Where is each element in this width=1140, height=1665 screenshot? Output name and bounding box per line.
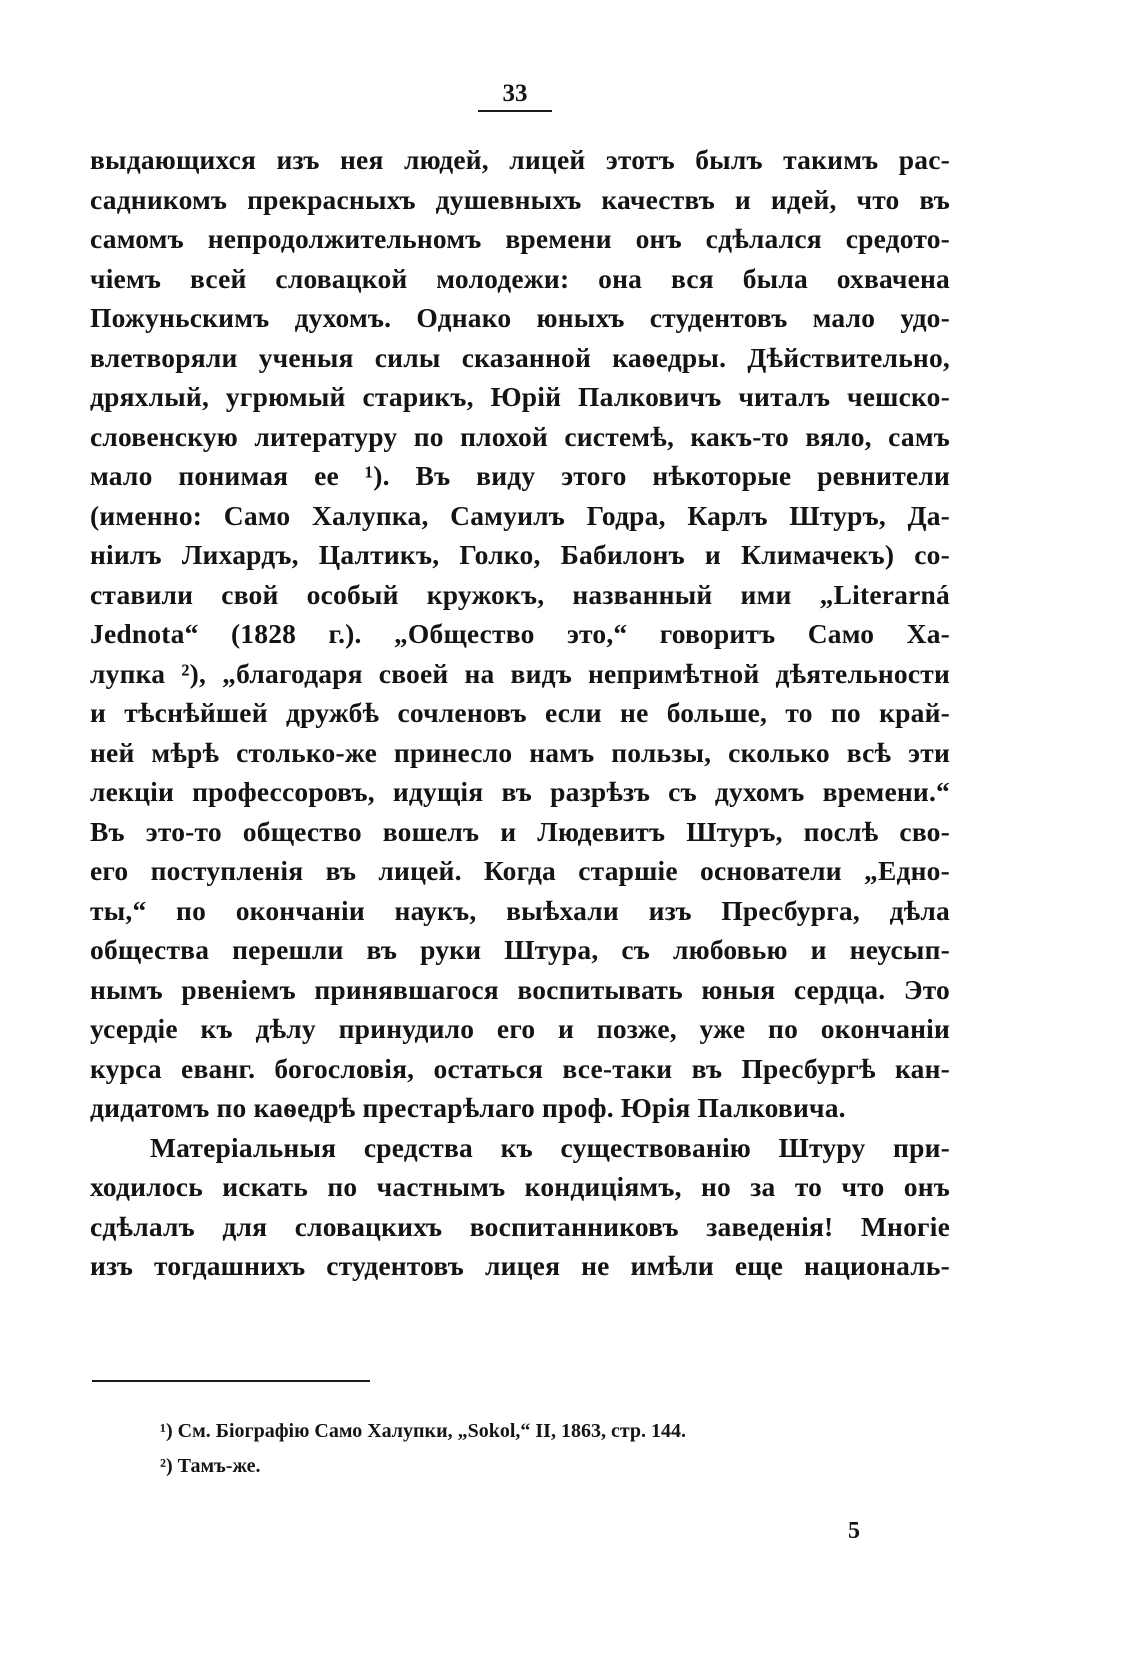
body-line: ней мѣрѣ столько-же принесло намъ пользы, сколько всѣ эти [90, 736, 950, 768]
body-line: влетворяли ученыя силы сказанной каѳедры. Дѣйствительно, [90, 341, 950, 373]
body-line: самомъ непродолжительномъ времени онъ сдѣлался средото- [90, 223, 950, 254]
body-line: курса еванг. богословія, остаться все-таки въ Пресбургѣ кан- [90, 1052, 950, 1084]
body-line: усердіе къ дѣлу принудило его и позже, уже по окончаніи [90, 1013, 950, 1044]
body-line: изъ тогдашнихъ студентовъ лицея не имѣли еще националь- [90, 1250, 950, 1281]
body-line: ты,“ по окончаніи наукъ, выѣхали изъ Пресбурга, дѣла [90, 894, 950, 926]
body-line: лекціи профессоровъ, идущія въ разрѣзъ съ духомъ времени.“ [90, 776, 950, 807]
body-line: мало понимая ее ¹). Въ виду этого нѣкоторые ревнители [90, 460, 950, 491]
body-line: садникомъ прекрасныхъ душевныхъ качествъ и идей, что въ [90, 183, 950, 215]
body-line: лупка ²), „благодаря своей на видъ непримѣтной дѣятельности [90, 657, 950, 689]
body-line: чіемъ всей словацкой молодежи: она вся была охвачена [90, 262, 950, 294]
signature-mark: 5 [848, 1518, 860, 1544]
page-number: 33 [502, 80, 528, 107]
body-text [90, 140, 950, 1286]
body-line: ставили свой особый кружокъ, названный ими „Literarná [90, 578, 950, 610]
body-line: и тѣснѣйшей дружбѣ сочленовъ если не больше, то по край- [90, 697, 950, 728]
body-line: Въ это-то общество вошелъ и Людевитъ Штуръ, послѣ сво- [90, 815, 950, 847]
page-number-rule [478, 110, 552, 112]
paragraph-first-line: Матеріальныя средства къ существованію Штуру при- [150, 1131, 950, 1163]
body-line: нымъ рвеніемъ принявшагося воспитывать юныя сердца. Это [90, 973, 950, 1005]
body-line: дидатомъ по каѳедрѣ престарѣлаго проф. Юрія Палковича. [90, 1092, 846, 1123]
body-line: сдѣлалъ для словацкихъ воспитанниковъ заведенія! Многіе [90, 1210, 950, 1242]
body-line: (именно: Само Халупка, Самуилъ Годра, Карлъ Штуръ, Да- [90, 499, 950, 531]
footnote-1: ¹) См. Біографію Само Халупки, „Sokol,“ II, 1863, стр. 144. [160, 1420, 687, 1442]
body-line: ходилось искать по частнымъ кондиціямъ, но за то что онъ [90, 1171, 950, 1202]
body-line: Jednota“ (1828 г.). „Общество это,“ говоритъ Само Ха- [90, 618, 950, 649]
footnote-2: ²) Тамъ-же. [160, 1455, 261, 1477]
footnote-rule [92, 1380, 370, 1382]
body-line: его поступленія въ лицей. Когда старшіе основатели „Едно- [90, 855, 950, 886]
body-line: Пожуньскимъ духомъ. Однако юныхъ студентовъ мало удо- [90, 302, 950, 333]
body-line: ніилъ Лихардъ, Цалтикъ, Голко, Бабилонъ и Климачекъ) со- [90, 539, 950, 570]
body-line: дряхлый, угрюмый старикъ, Юрій Палковичъ читалъ чешско- [90, 381, 950, 412]
body-line: словенскую литературу по плохой системѣ, какъ-то вяло, самъ [90, 420, 950, 452]
body-line: общества перешли въ руки Штура, съ любовью и неусып- [90, 934, 950, 965]
body-line: выдающихся изъ нея людей, лицей этотъ былъ такимъ рас- [90, 144, 950, 175]
